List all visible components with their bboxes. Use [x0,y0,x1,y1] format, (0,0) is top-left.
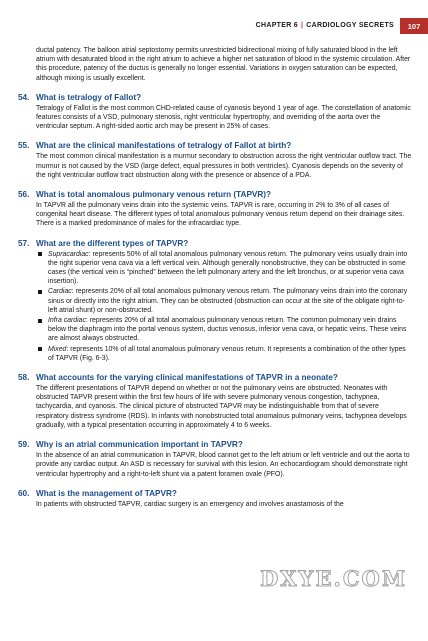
qa-item [18,238,412,363]
question-number: 55. [18,141,30,151]
question-number: 57. [18,238,30,248]
list-item [36,250,412,287]
list-item [36,316,412,344]
bullet-square-icon [38,252,42,256]
question-text: What accounts for the varying clinical manifestations of TAPVR in a neonate? [36,373,338,383]
header-separator: | [301,22,304,29]
qa-item [18,92,412,132]
type-description: : represents 50% of all total anomalous pulmonary venous return. The pulmonary veins usually drain into the right superior vena cava via a left vertical vein. Although generally nonobstructive, they can be obstructed in some cases (the vertical vein is “pinched” between the left pulmonary artery and the left bronchus, or at superior vena cava insertion). [48,250,408,286]
qa-item [18,440,412,479]
qa-item [18,190,412,229]
bullet-square-icon [38,319,42,323]
question-number: 59. [18,440,30,450]
list-item-text [48,287,412,315]
watermark: DXYE.COM [260,566,408,591]
answer-text: Tetralogy of Fallot is the most common CHD-related cause of cyanosis beyond 1 year of age. The constellation of anatomic features consists of a VSD, pulmonary stenosis, right ventricular hypertrophy, and overriding of the aorta over the ventricular septum. A right-sided aortic arch may be present in 25% of cases. [36,104,411,131]
question-heading [18,440,412,450]
type-term: Mixed [48,345,67,353]
running-header [256,18,428,34]
type-term: Supracardiac [48,250,89,258]
answer-text: In TAPVR all the pulmonary veins drain into the systemic veins. TAPVR is rare, occurring in 2% to 3% of all cases of congenital heart disease. The different types of total anomalous pulmonary venous return depend on their drainage sites. There is a marked predominance of males for the infracardiac type. [36,202,405,228]
question-text: What is total anomalous pulmonary venous return (TAPVR)? [36,190,272,200]
answer-text: The different presentations of TAPVR depend on whether or not the pulmonary veins are obstructed. Neonates with obstructed TAPVR present within the first few hours of life with severe pulmonary venous congestion, tachypnea, tachycardia, and cyanosis. The clinical picture of obstructed TAPVR may be indistinguishable from that of severe respiratory distress syndrome (RDS). In infants with nonobstructed total anomalous pulmonary veins, tachypnea develops gradually, with a typical presentation occurring in approximately 4 to 6 weeks. [36,385,407,429]
qa-item [18,141,412,180]
question-text: What are the clinical manifestations of tetralogy of Fallot at birth? [36,141,292,151]
question-number: 58. [18,373,30,383]
question-number: 60. [18,488,30,498]
type-term: Cardiac [48,288,72,296]
question-text: Why is an atrial communication important in TAPVR? [36,440,243,450]
book-title: CARDIOLOGY SECRETS [306,22,394,29]
list-item [36,287,412,315]
question-number: 54. [18,92,30,102]
qa-item [18,488,412,509]
answer-text: In patients with obstructed TAPVR, cardiac surgery is an emergency and involves anastamosis of the [36,500,344,508]
question-text: What are the different types of TAPVR? [36,238,189,248]
type-term: Infra cardiac [48,317,86,325]
qa-item [18,373,412,430]
answer-text: The most common clinical manifestation is a murmur secondary to obstruction across the right ventricular outflow tract. The murmur is not caused by the VSD (large defect, equal pressures in both ventricles). Cyanosis depends on the severity of the right ventricular outflow tract obstruction along with the presence or absence of a PDA. [36,153,412,179]
question-heading [18,190,412,200]
list-item-text [48,250,412,287]
answer-text: In the absence of an atrial communication in TAPVR, blood cannot get to the left atrium or left ventricle and out the aorta to provide any cardiac output. An ASD is necessary for survival with this lesion. An echocardiogram should demonstrate right ventricular hypertrophy and a right-to-left shunt via a patent foramen ovale (PFO). [36,452,410,478]
question-heading [18,239,412,249]
running-header-title [256,18,400,34]
question-heading [18,141,412,151]
type-description: : represents 20% of all total anomalous pulmonary venous return. The common pulmonary vein drains below the diaphragm into the portal venous system, ductus venosus, inferior vena cava, or hepatic veins. These veins are almost always obstructed. [48,317,407,343]
question-text: What is tetralogy of Fallot? [36,92,142,102]
question-number: 56. [18,190,30,200]
question-heading [18,373,412,383]
type-description: : represents 20% of all total anomalous pulmonary venous return. The pulmonary veins drain into the coronary sinus or directly into the right atrium. They can be obstructed (obstruction can occur at the site of the obligate right-to-left atrial shunt) or non-obstructed. [48,288,408,314]
intro-paragraph: ductal patency. The balloon atrial septostomy permits unrestricted bidirectional mixing of fully saturated blood in the left atrium with desaturated blood in the right atrium to achieve a higher net saturation of blood in the systemic circulation. After this procedure, patency of the ductus is generally no longer essential. Variations in oxygen saturation can be expected, although mixing is usually excellent. [36,47,411,82]
list-item-text [48,345,412,363]
page-body [18,46,412,509]
tapvr-types-list [36,250,412,363]
question-heading [18,93,412,103]
question-heading [18,489,412,499]
question-text: What is the management of TAPVR? [36,488,177,498]
list-item [36,345,412,363]
type-description: : represents 10% of all total anomalous pulmonary venous return. It represents a combination of the other types of TAPVR (Fig. 6-3). [48,345,406,362]
page-number: 107 [400,18,428,34]
chapter-label: CHAPTER 6 [255,22,298,29]
bullet-square-icon [38,290,42,294]
list-item-text [48,316,412,344]
bullet-square-icon [38,347,42,351]
